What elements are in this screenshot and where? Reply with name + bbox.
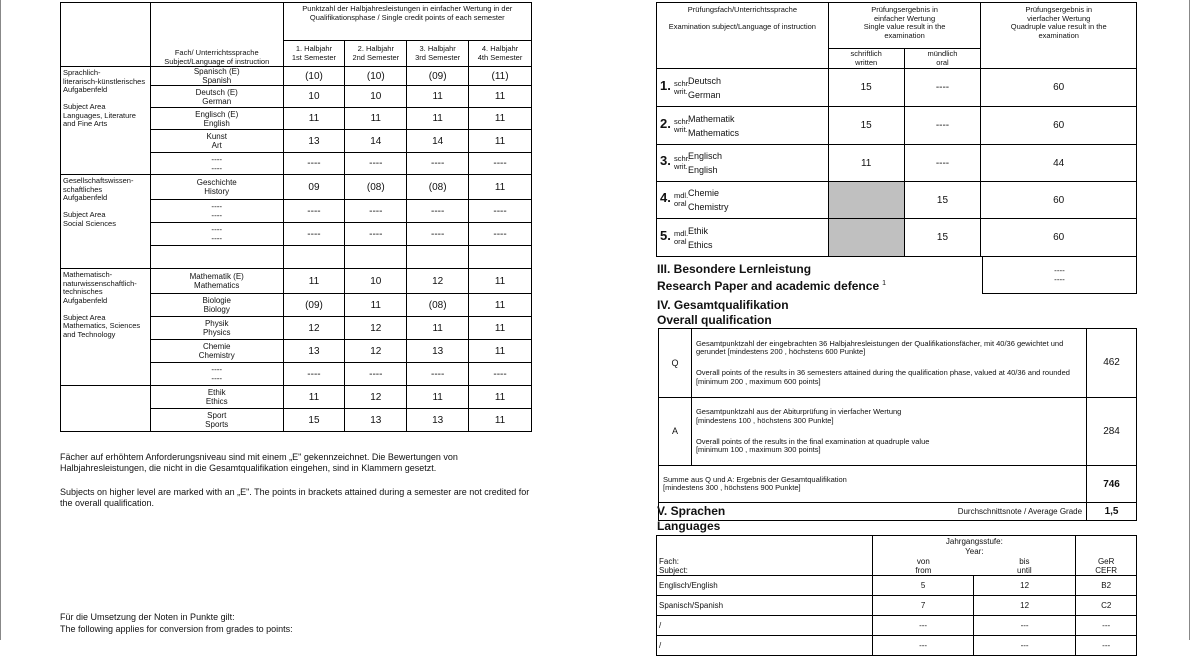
blank-corner [61, 3, 151, 41]
semester-points: 11 [469, 317, 532, 340]
semester-points: 11 [345, 294, 407, 317]
semester-points: 11 [283, 269, 345, 294]
language-from: 7 [873, 596, 973, 616]
until-header: bis until [1017, 557, 1032, 575]
sum-text: Summe aus Q und A: Ergebnis der Gesamtqualifikation [mindestens 300 , höchstens 900 Punkte] [659, 466, 1087, 503]
subject-name: ---- ---- [150, 363, 283, 386]
footnote-marker: 1 [882, 280, 887, 287]
semester-points: 11 [469, 294, 532, 317]
section-4-title: IV. Gesamtqualifikation [657, 298, 789, 312]
semester-points [469, 246, 532, 269]
subject-name: ---- ---- [150, 223, 283, 246]
semester-points: 11 [283, 386, 345, 409]
subject-header: Fach/ Unterrichtssprache Subject/Language of instruction [150, 3, 283, 67]
semester-header: 1. Halbjahr 1st Semester [283, 41, 345, 67]
language-from: --- [873, 616, 973, 636]
written-result [828, 219, 904, 257]
exam-subject-name: Mathematik Mathematics [688, 113, 740, 138]
subject-name: Sport Sports [150, 409, 283, 432]
exam-type: schr. writ. [674, 116, 690, 134]
semester-points: ---- [345, 363, 407, 386]
written-result: 11 [828, 145, 904, 182]
semester-points: 12 [407, 269, 469, 294]
subject-name: Ethik Ethics [150, 386, 283, 409]
semester-points: 11 [407, 108, 469, 130]
a-label: A [659, 397, 692, 466]
note-en: Subjects on higher level are marked with an „E". The points in brackets attained during a semester are not credited for the overall qualification. [60, 487, 530, 508]
oral-result: ---- [904, 107, 981, 145]
semester-points: 10 [345, 86, 407, 108]
exam-subject-cell [657, 107, 829, 145]
q-label: Q [659, 329, 692, 398]
language-subject-header: Fach: Subject: [657, 536, 873, 576]
semester-points: (10) [283, 67, 345, 86]
semester-points: 10 [345, 269, 407, 294]
page-border-right [1189, 0, 1190, 640]
table-row [61, 269, 532, 294]
quadruple-result: 60 [981, 219, 1137, 257]
semester-points: 11 [469, 86, 532, 108]
written-result: 15 [828, 69, 904, 107]
semester-points: ---- [283, 153, 345, 175]
blank-label-cell [61, 41, 151, 67]
semester-points: 11 [469, 269, 532, 294]
exam-number: 3. [660, 153, 671, 169]
semester-points: ---- [407, 200, 469, 223]
semester-points: ---- [345, 153, 407, 175]
semester-points: 13 [407, 409, 469, 432]
language-until: --- [973, 636, 1076, 656]
exam-type: mdl. oral [674, 191, 689, 208]
cefr-header: GeR CEFR [1076, 536, 1137, 576]
semester-points: 12 [345, 386, 407, 409]
table-row [61, 67, 532, 86]
year-header-de: Jahrgangsstufe: [945, 537, 1003, 546]
exam-number: 5. [660, 227, 671, 243]
subject-name: Deutsch (E) German [150, 86, 283, 108]
section-5-title: V. Sprachen [657, 504, 726, 518]
language-from: --- [873, 636, 973, 656]
subject-area-label [61, 386, 151, 432]
average-grade-label: Durchschnittsnote / Average Grade [659, 503, 1087, 521]
table-row [61, 386, 532, 409]
semester-points: 11 [469, 108, 532, 130]
languages-table [656, 535, 1137, 656]
semester-points: ---- [469, 200, 532, 223]
semester-points: 13 [407, 340, 469, 363]
semester-points: 09 [283, 175, 345, 200]
oral-header: mündlich oral [904, 49, 981, 69]
oral-result: ---- [904, 69, 981, 107]
semester-points-table [60, 2, 532, 432]
semester-points: 12 [345, 340, 407, 363]
conversion-note-de: Für die Umsetzung der Noten in Punkte gilt: [60, 612, 235, 622]
exam-subject-header: Prüfungsfach/Unterrichtssprache Examination subject/Language of instruction [657, 3, 829, 69]
subject-name: Biologie Biology [150, 294, 283, 317]
semester-header: 2. Halbjahr 2nd Semester [345, 41, 407, 67]
exam-subject-cell [657, 219, 829, 257]
exam-row [657, 145, 1137, 182]
research-paper-value: ---- ---- [983, 257, 1137, 294]
semester-points: (08) [345, 175, 407, 200]
language-cefr: B2 [1076, 576, 1137, 596]
subject-area-label: Mathematisch- naturwissenschaftlich- technisches Aufgabenfeld Subject Area Mathematics, Sciences and Technology [61, 269, 151, 386]
q-value: 462 [1087, 329, 1137, 398]
semester-points: (10) [345, 67, 407, 86]
subject-area-label: Gesellschaftswissen- schaftliches Aufgabenfeld Subject Area Social Sciences [61, 175, 151, 269]
semester-points: ---- [407, 223, 469, 246]
exam-number: 1. [660, 77, 671, 93]
semester-points: ---- [283, 223, 345, 246]
semester-points: ---- [283, 363, 345, 386]
year-header [873, 536, 1076, 576]
exam-number: 2. [660, 115, 671, 131]
subject-name: ---- ---- [150, 200, 283, 223]
quadruple-result: 60 [981, 107, 1137, 145]
quadruple-result: 60 [981, 182, 1137, 219]
subject-area-label: Sprachlich- literarisch-künstlerisches Aufgabenfeld Subject Area Languages, Literature and Fine Arts [61, 67, 151, 175]
quadruple-result: 60 [981, 69, 1137, 107]
exam-type: mdl. oral [674, 228, 689, 246]
language-cefr: --- [1076, 636, 1137, 656]
semester-points: 15 [283, 409, 345, 432]
semester-points: ---- [345, 200, 407, 223]
oral-result: 15 [904, 219, 981, 257]
semester-points: ---- [407, 363, 469, 386]
semester-points: 13 [283, 340, 345, 363]
language-row [657, 596, 1137, 616]
section-3-title: III. Besondere Lernleistung [657, 262, 812, 276]
exam-row [657, 107, 1137, 145]
subject-name: Physik Physics [150, 317, 283, 340]
semester-points: (08) [407, 294, 469, 317]
semester-points: 11 [469, 340, 532, 363]
quadruple-result: 44 [981, 145, 1137, 182]
points-header: Punktzahl der Halbjahresleistungen in einfacher Wertung in der Qualifikationsphase / Single credit points of each semester [283, 3, 531, 41]
semester-points: (09) [283, 294, 345, 317]
exam-subject-cell [657, 69, 829, 107]
semester-points: (08) [407, 175, 469, 200]
research-paper-box [982, 256, 1137, 294]
written-result [828, 182, 904, 219]
semester-points [283, 246, 345, 269]
section-5-subtitle: Languages [657, 519, 721, 533]
semester-points: 12 [283, 317, 345, 340]
overall-qualification-table [658, 328, 1137, 521]
section-4-subtitle: Overall qualification [657, 313, 772, 327]
subject-name [150, 246, 283, 269]
a-text-de: Gesamtpunktzahl aus der Abiturprüfung in vierfacher Wertung [mindestens 100 , höchstens 300 Punkte] [695, 407, 902, 425]
language-row [657, 616, 1137, 636]
semester-header: 4. Halbjahr 4th Semester [469, 41, 532, 67]
semester-header: 3. Halbjahr 3rd Semester [407, 41, 469, 67]
subject-name: Spanisch (E) Spanish [150, 67, 283, 86]
examination-table [656, 2, 1137, 257]
semester-points: 11 [345, 108, 407, 130]
semester-points: 11 [469, 175, 532, 200]
semester-points [407, 246, 469, 269]
exam-row [657, 182, 1137, 219]
language-from: 5 [873, 576, 973, 596]
exam-subject-name: Chemie Chemistry [688, 188, 729, 212]
semester-points: ---- [283, 200, 345, 223]
semester-points: 10 [283, 86, 345, 108]
subject-name: Geschichte History [150, 175, 283, 200]
q-text-en: Overall points of the results in 36 semesters attained during the qualification phase, valued at 40/36 and rounded [minimum 200 , maximum 600 points] [695, 368, 1070, 386]
semester-points: 11 [469, 386, 532, 409]
semester-points [345, 246, 407, 269]
sum-value: 746 [1087, 466, 1137, 503]
exam-subject-cell [657, 182, 829, 219]
a-value: 284 [1087, 397, 1137, 466]
semester-points: ---- [469, 153, 532, 175]
page-border-left [0, 0, 1, 640]
exam-subject-name: Englisch English [688, 151, 723, 175]
single-value-header: Prüfungsergebnis in einfacher Wertung Single value result in the examination [828, 3, 981, 49]
quadruple-value-header: Prüfungsergebnis in vierfacher Wertung Quadruple value result in the examination [981, 3, 1137, 69]
semester-points: (09) [407, 67, 469, 86]
semester-points: 13 [345, 409, 407, 432]
year-header-en: Year: [965, 547, 984, 556]
semester-points: ---- [469, 363, 532, 386]
exam-subject-name: Deutsch German [688, 75, 722, 100]
language-subject: Englisch/English [657, 576, 873, 596]
table-row [61, 175, 532, 200]
semester-points: 14 [345, 130, 407, 153]
exam-row [657, 219, 1137, 257]
subject-name: Kunst Art [150, 130, 283, 153]
semester-points: ---- [345, 223, 407, 246]
language-subject: Spanisch/Spanish [657, 596, 873, 616]
a-text-en: Overall points of the results in the final examination at quadruple value [minimum 100 , maximum 300 points] [695, 436, 930, 454]
semester-points: 11 [407, 386, 469, 409]
conversion-note-en: The following applies for conversion from grades to points: [60, 624, 293, 634]
semester-points: ---- [469, 223, 532, 246]
semester-points: ---- [407, 153, 469, 175]
written-result: 15 [828, 107, 904, 145]
oral-result: ---- [904, 145, 981, 182]
subject-name: Chemie Chemistry [150, 340, 283, 363]
exam-row [657, 69, 1137, 107]
semester-points: 14 [407, 130, 469, 153]
section-3-subtitle: Research Paper and academic defence $^1$ [657, 279, 887, 293]
q-text-de: Gesamtpunktzahl der eingebrachten 36 Halbjahresleistungen der Qualifikationsfächer, mit 40/36 gewichtet und gerundet [mindestens 200 , höchstens 600 Punkte] [695, 338, 1064, 356]
exam-subject-cell [657, 145, 829, 182]
semester-points: 12 [345, 317, 407, 340]
subject-name: Mathematik (E) Mathematics [150, 269, 283, 294]
note-de: Fächer auf erhöhtem Anforderungsniveau sind mit einem „E" gekennzeichnet. Die Bewertungen von Halbjahresleistungen, die nicht in die Gesamtqualifikation eingehen, sind in Klammern gesetzt. [60, 452, 458, 473]
language-row [657, 576, 1137, 596]
semester-points: 13 [283, 130, 345, 153]
oral-result: 15 [904, 182, 981, 219]
semester-points: 11 [469, 130, 532, 153]
subject-name: Englisch (E) English [150, 108, 283, 130]
exam-number: 4. [660, 190, 671, 206]
written-header: schriftlich written [828, 49, 904, 69]
subject-name: ---- ---- [150, 153, 283, 175]
semester-points: 11 [407, 317, 469, 340]
semester-points: (11) [469, 67, 532, 86]
semester-points: 11 [283, 108, 345, 130]
exam-type: schr. writ. [674, 154, 690, 171]
language-until: 12 [973, 576, 1076, 596]
language-row [657, 636, 1137, 656]
language-subject: / [657, 616, 873, 636]
language-cefr: C2 [1076, 596, 1137, 616]
semester-points: 11 [407, 86, 469, 108]
average-grade-value: 1,5 [1087, 503, 1137, 521]
language-until: --- [973, 616, 1076, 636]
language-cefr: --- [1076, 616, 1137, 636]
semester-points: 11 [469, 409, 532, 432]
language-until: 12 [973, 596, 1076, 616]
exam-subject-name: Ethik Ethics [688, 225, 713, 250]
language-subject: / [657, 636, 873, 656]
exam-type: schr. writ. [674, 78, 690, 96]
from-header: von from [915, 557, 932, 575]
